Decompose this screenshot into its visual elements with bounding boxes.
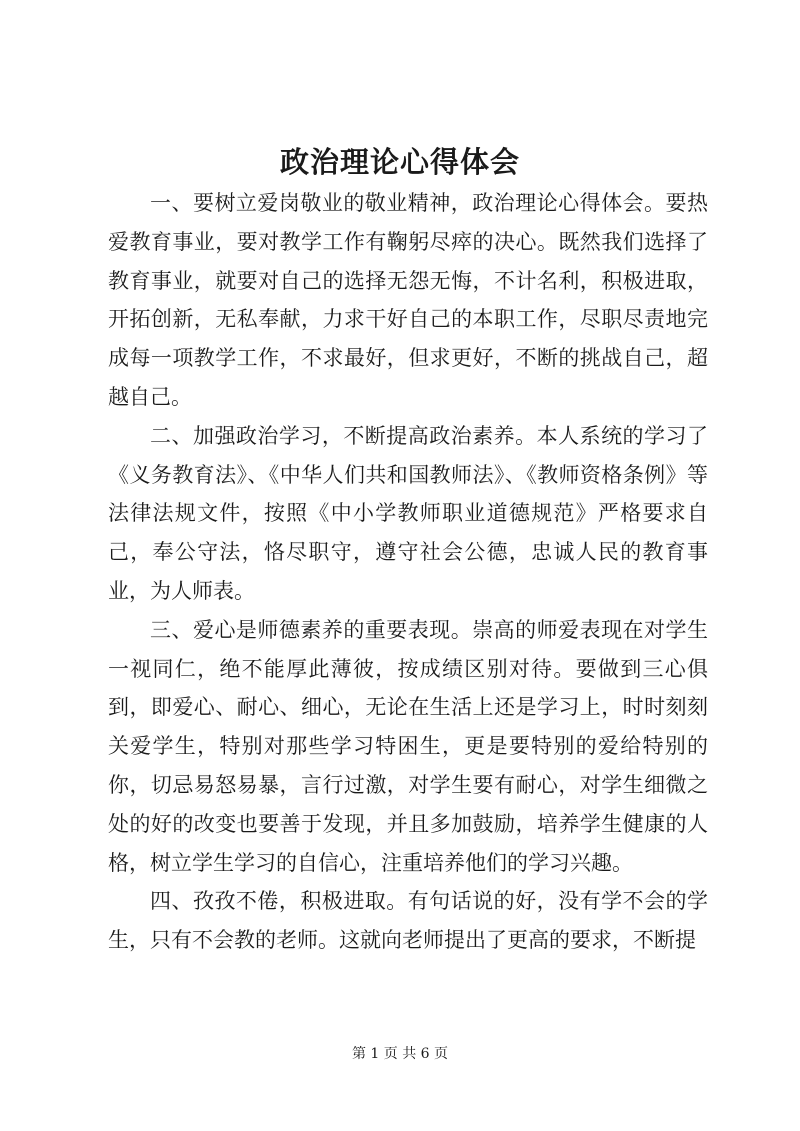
paragraph-3: 三、爱心是师德素养的重要表现。崇高的师爱表现在对学生一视同仁，绝不能厚此薄彼，按成绩区别对待。要做到三心俱到，即爱心、耐心、细心，无论在生活上还是学习上，时时刻刻关爱学生，特别对那些学习特困生，更是要特别的爱给特别的你，切忌易怒易暴，言行过激，对学生要有耐心，对学生细微之处的好的改变也要善于发现，并且多加鼓励，培养学生健康的人格，树立学生学习的自信心，注重培养他们的学习兴趣。 (108, 617, 708, 875)
page-title: 政治理论心得体会 (279, 145, 520, 179)
page-footer: 第 1 页 共 6 页 (351, 1046, 449, 1062)
document-body (108, 184, 708, 960)
paragraph-4: 四、孜孜不倦，积极进取。有句话说的好，没有学不会的学生，只有不会教的老师。这就向老师提出了更高的要求，不断提 (108, 889, 708, 953)
paragraph-1: 一、要树立爱岗敬业的敬业精神，政治理论心得体会。要热爱教育事业，要对教学工作有鞠躬尽瘁的决心。既然我们选择了教育事业，就要对自己的选择无怨无悔，不计名利，积极进取，开拓创新，无私奉献，力求干好自己的本职工作，尽职尽责地完成每一项教学工作，不求最好，但求更好，不断的挑战自己，超越自己。 (108, 191, 708, 409)
paragraph-2: 二、加强政治学习，不断提高政治素养。本人系统的学习了《义务教育法》、《中华人们共和国教师法》、《教师资格条例》等法律法规文件，按照《中小学教师职业道德规范》严格要求自己，奉公守法，恪尽职守，遵守社会公德，忠诚人民的教育事业，为人师表。 (108, 423, 708, 603)
